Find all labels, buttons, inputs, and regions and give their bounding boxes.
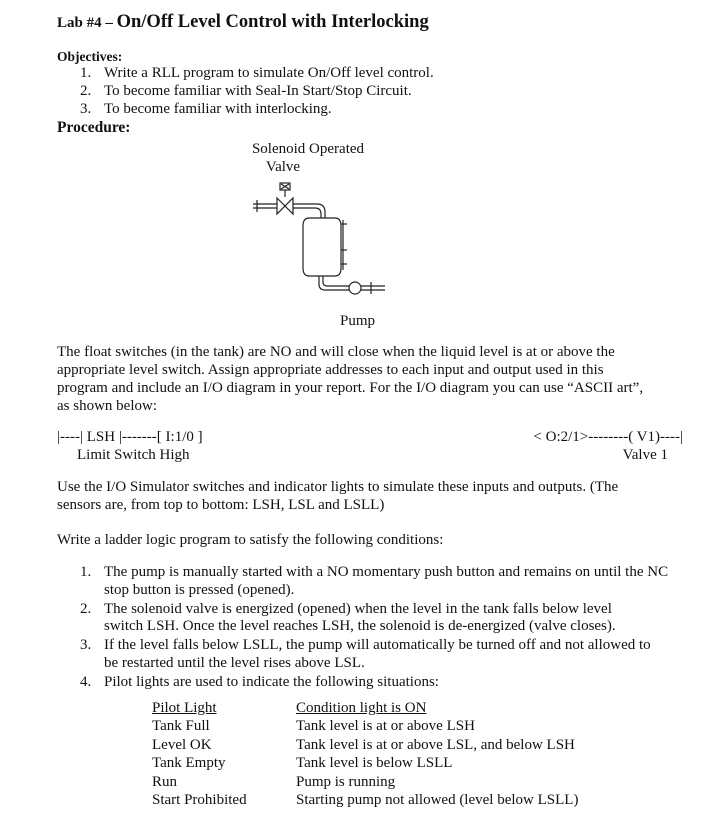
title-main: On/Off Level Control with Interlocking xyxy=(116,12,429,32)
valve-body-icon xyxy=(277,198,293,214)
conditions-list xyxy=(80,564,710,693)
objective-item: 1. Write a RLL program to simulate On/Off level control. xyxy=(80,65,434,81)
condition-item: 2. The solenoid valve is energized (opened) when the level in the tank falls below level switch LSH. Once the level reaches LSH, the solenoid is de-energized (valve closes). xyxy=(80,600,616,634)
condition-item: 1. The pump is manually started with a NO momentary push button and remains on until the NC stop button is pressed (opened). xyxy=(80,564,669,598)
table-row: Tank Full Tank level is at or above LSH xyxy=(152,718,475,735)
figure-label-pump: Pump xyxy=(340,313,376,329)
procedure-heading: Procedure: xyxy=(57,119,131,136)
ascii-right-caption: Valve 1 xyxy=(622,447,668,463)
simulator-paragraph: Use the I/O Simulator switches and indicator lights to simulate these inputs and outputs. (The sensors are, from top to bottom: LSH, LSL and LSLL) xyxy=(57,479,619,513)
page-title xyxy=(57,12,429,33)
column-header-light: Pilot Light xyxy=(152,700,217,716)
objectives-heading: Objectives: xyxy=(57,49,123,64)
write-program-paragraph: Write a ladder logic program to satisfy the following conditions: xyxy=(57,532,444,548)
table-row: Start Prohibited Starting pump not allowed (level below LSLL) xyxy=(152,791,579,808)
tank-diagram xyxy=(245,180,395,300)
column-header-condition: Condition light is ON xyxy=(296,700,427,716)
pilot-light-table xyxy=(152,699,578,809)
ascii-right-line: < O:2/1>--------( V1)----| xyxy=(533,429,683,445)
ascii-left-caption: Limit Switch High xyxy=(77,447,190,463)
ascii-left-line: |----| LSH |-------[ I:1/0 ] xyxy=(57,429,203,445)
objective-item: 3. To become familiar with interlocking. xyxy=(80,101,332,117)
table-row: Run Pump is running xyxy=(152,773,396,790)
title-prefix: Lab #4 – xyxy=(57,15,117,31)
objective-item: 2. To become familiar with Seal-In Start/Stop Circuit. xyxy=(80,83,412,99)
condition-item: 4. Pilot lights are used to indicate the following situations: xyxy=(80,673,439,690)
float-switch-paragraph: The float switches (in the tank) are NO and will close when the liquid level is at or above the appropriate level switch. Assign appropriate addresses to each input and output used in this program and include an I/O diagram in your report. For the I/O diagram you can use “ASCII art”, as shown below: xyxy=(57,344,644,414)
table-header-row xyxy=(152,699,578,717)
table-row: Tank Empty Tank level is below LSLL xyxy=(152,755,453,772)
pump-icon xyxy=(349,282,361,294)
condition-item: 3. If the level falls below LSLL, the pump will automatically be turned off and not allowed to be restarted until the level rises above LSL. xyxy=(80,637,651,671)
tank-outline xyxy=(303,218,341,276)
table-row: Level OK Tank level is at or above LSL, and below LSH xyxy=(152,736,575,753)
objectives-list xyxy=(80,64,434,118)
figure-label-valve: Solenoid Operated Valve xyxy=(251,141,365,175)
